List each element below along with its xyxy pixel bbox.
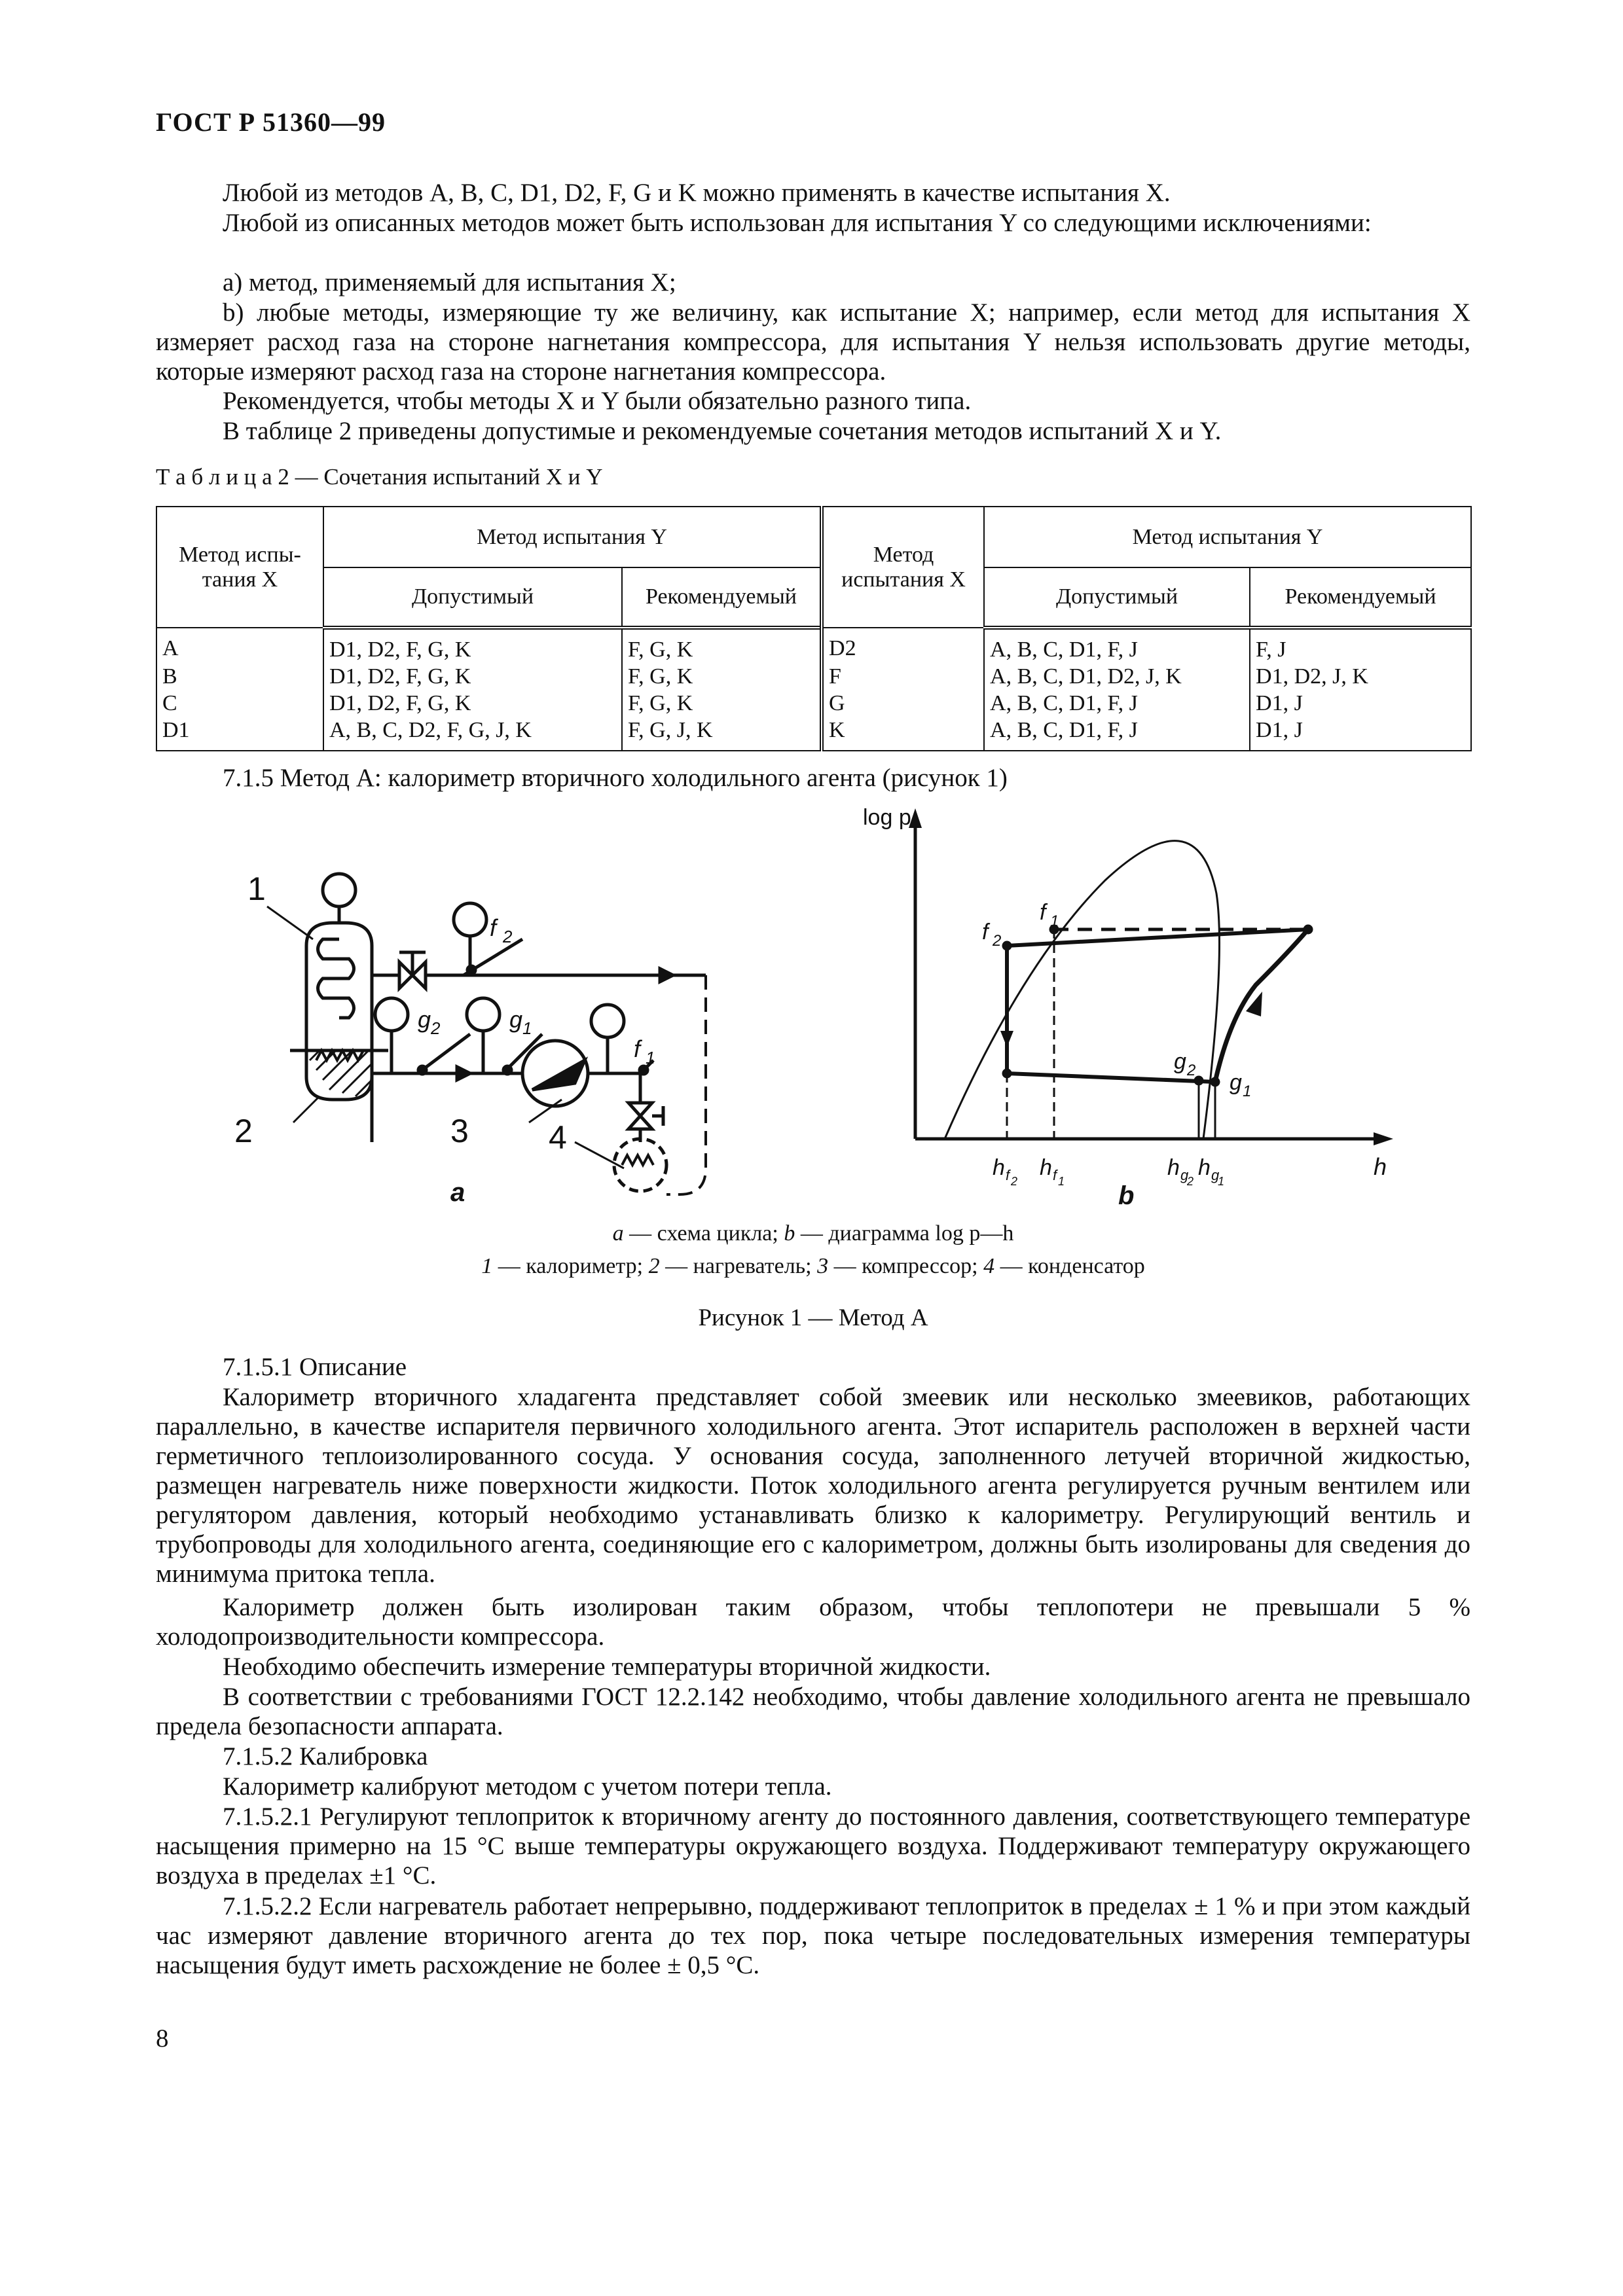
header-method-x-left: Метод испытания X: [156, 507, 323, 628]
paragraph-7-1-5-2-1: 7.1.5.2.1 Регулируют теплоприток к вторичному агенту до постоянного давления, соответствующего температуре насыщения примерно на 15 °C выше температуры окружающего воздуха. Поддерживают температуру окружающего воздуха в пределах ±1 °C.: [156, 1803, 1470, 1890]
pressure-gauge-icon: [591, 1005, 624, 1037]
cell-allowed: D1, D2, F, G, K: [323, 628, 622, 663]
label-hf1-subsub: 1: [1058, 1175, 1065, 1188]
paragraph-6: В таблице 2 приведены допустимые и рекомендуемые сочетания методов испытаний X и Y.: [223, 417, 1222, 445]
label-g2: g: [1174, 1049, 1186, 1074]
cell-recommended: F, G, K: [622, 628, 822, 663]
expansion-valve-icon: [629, 1103, 652, 1129]
label-hf2-subsub: 2: [1011, 1175, 1018, 1188]
pressure-gauge-icon: [323, 874, 356, 906]
cell-allowed: A, B, C, D1, F, J: [984, 717, 1250, 751]
page-number: 8: [156, 2024, 169, 2053]
table-row: [156, 690, 1471, 717]
paragraph-temperature: Необходимо обеспечить измерение температуры вторичной жидкости.: [223, 1653, 991, 1681]
label-g2-sub: 2: [431, 1018, 441, 1038]
figure-legend: [156, 1254, 1470, 1279]
label-g1: g: [1230, 1070, 1242, 1095]
paragraph-calibration: Калориметр калибруют методом с учетом потери тепла.: [223, 1772, 832, 1801]
label-hg1-sub: g: [1211, 1167, 1220, 1183]
label-hf2-sub: f: [1006, 1167, 1010, 1183]
paragraph-description: Калориметр вторичного хладагента представляет собой змеевик или несколько змеевиков, работающих параллельно, в качестве испарителя первичного холодильного агента. Этот испаритель расположен в верхней части герметичного теплоизолированного сосуда. У основания сосуда, заполненного летучей вторичной жидкостью, размещен нагреватель ниже поверхности жидкости. Поток холодильного агента регулируется ручным вентилем или регулятором давления, который необходимо устанавливать близко к калориметру. Регулирующий вентиль и трубопроводы для холодильного агента, соединяющие его с калориметром, должны быть изолированы для сведения до минимума притока тепла.: [156, 1383, 1470, 1588]
cell-allowed: A, B, C, D1, D2, J, K: [984, 663, 1250, 690]
cell-recommended: F, G, K: [622, 690, 822, 717]
figure-title: Рисунок 1 — Метод A: [698, 1304, 928, 1331]
label-f1: f: [1040, 900, 1046, 925]
caption-b-text: — диаграмма log p—h: [795, 1221, 1014, 1246]
label-hg1: h: [1198, 1155, 1211, 1180]
table-row: [156, 663, 1471, 690]
pressure-gauge-icon: [454, 903, 486, 936]
legend-text: — нагреватель;: [659, 1254, 818, 1278]
combinations-table: [156, 506, 1472, 751]
paragraph-4: b) любые методы, измеряющие ту же величину, как испытание X; например, если метод для испытания X измеряет расход газа на стороне нагнетания компрессора, для испытания Y нельзя использовать другие методы, которые измеряют расход газа на стороне нагнетания компрессора.: [156, 298, 1470, 386]
label-hg2: h: [1167, 1155, 1180, 1180]
cell-x: K: [822, 717, 984, 751]
document-header: ГОСТ Р 51360—99: [156, 107, 386, 137]
cell-x: F: [822, 663, 984, 690]
y-axis-label: log p: [863, 805, 911, 830]
flow-arrow-icon: [660, 969, 673, 982]
legend-num: 4: [983, 1254, 995, 1278]
cell-allowed: A, B, C, D2, F, G, J, K: [323, 717, 622, 751]
label-f2-sub: 2: [503, 927, 513, 946]
cell-allowed: A, B, C, D1, F, J: [984, 690, 1250, 717]
header-method-y-right: Метод испытания Y: [984, 507, 1471, 567]
evaporator-coil: [318, 939, 354, 1018]
label-f1: f: [634, 1035, 641, 1062]
label-g2-sub: 2: [1187, 1062, 1196, 1079]
pressure-gauge-icon: [375, 998, 408, 1031]
cell-x: A: [156, 628, 323, 663]
cell-x: B: [156, 663, 323, 690]
legend-num: 3: [817, 1254, 829, 1278]
sub-b-label: b: [1118, 1181, 1135, 1210]
point-f2: [1002, 941, 1012, 950]
label-g1-sub: 1: [522, 1018, 532, 1038]
header-recommended-right: Рекомендуемый: [1250, 567, 1471, 628]
point-discharge: [1304, 925, 1313, 934]
section-title: 7.1.5 Метод A: калориметр вторичного холодильного агента (рисунок 1): [223, 764, 1008, 792]
cell-recommended: D1, D2, J, K: [1250, 663, 1471, 690]
legend-text: — компрессор;: [828, 1254, 984, 1278]
header-method-x-right: Метод испытания X: [822, 507, 984, 628]
paragraph-2: Любой из описанных методов может быть использован для испытания Y со следующими исключениями:: [223, 209, 1372, 237]
saturation-dome: [945, 841, 1220, 1139]
cell-recommended: F, G, J, K: [622, 717, 822, 751]
cell-x: G: [822, 690, 984, 717]
cell-allowed: D1, D2, F, G, K: [323, 663, 622, 690]
label-hf2: h: [993, 1155, 1005, 1180]
label-4: 4: [549, 1119, 567, 1156]
cycle-compression-line: [1215, 929, 1308, 1082]
cell-x: D2: [822, 628, 984, 663]
label-f2-sub: 2: [993, 932, 1002, 950]
diagram-labels: [863, 805, 1387, 1210]
paragraph-3: a) метод, применяемый для испытания X;: [223, 268, 676, 296]
legend-text: — конденсатор: [994, 1254, 1145, 1278]
header-allowed-right: Допустимый: [984, 567, 1250, 628]
label-g1-sub: 1: [1243, 1083, 1252, 1100]
label-f1-sub: 1: [646, 1048, 655, 1067]
pressure-gauge-icon: [467, 998, 500, 1031]
point-g1: [1211, 1077, 1220, 1086]
cycle-scheme: [267, 874, 706, 1194]
label-hg2-sub: g: [1180, 1167, 1189, 1183]
label-f2: f: [982, 920, 989, 944]
cycle-evaporation-line: [1007, 1073, 1215, 1082]
label-f2: f: [490, 914, 497, 941]
table-row: [156, 628, 1471, 663]
label-f1-sub: 1: [1050, 912, 1059, 930]
figure-method-a: [156, 802, 1400, 1221]
subsection-title-description: 7.1.5.1 Описание: [223, 1353, 407, 1381]
paragraph-safety: В соответствии с требованиями ГОСТ 12.2.142 необходимо, чтобы давление холодильного агента не превышало предела безопасности аппарата.: [156, 1683, 1470, 1740]
x-axis-label: h: [1374, 1153, 1387, 1180]
caption-a-text: — схема цикла;: [623, 1221, 784, 1246]
table-row: [156, 717, 1471, 751]
paragraph-1: Любой из методов A, B, C, D1, D2, F, G и K можно применять в качестве испытания X.: [223, 179, 1171, 207]
caption-a: a: [612, 1221, 624, 1246]
cell-x: D1: [156, 717, 323, 751]
subsection-title-calibration: 7.1.5.2 Калибровка: [223, 1742, 428, 1770]
header-recommended-left: Рекомендуемый: [622, 567, 822, 628]
scheme-point-labels: [418, 914, 655, 1207]
paragraph-5: Рекомендуется, чтобы методы X и Y были обязательно разного типа.: [223, 387, 972, 415]
cell-recommended: D1, J: [1250, 717, 1471, 751]
legend-num: 2: [648, 1254, 660, 1278]
label-1: 1: [247, 870, 266, 907]
cell-allowed: A, B, C, D1, F, J: [984, 628, 1250, 663]
label-3: 3: [450, 1113, 469, 1149]
label-hf1: h: [1040, 1155, 1052, 1180]
sub-a-label: a: [450, 1178, 465, 1207]
paragraph-insulation: Калориметр должен быть изолирован таким образом, чтобы теплопотери не превышали 5 % холодопроизводительности компрессора.: [156, 1593, 1470, 1651]
header-allowed-left: Допустимый: [323, 567, 622, 628]
label-hg1-subsub: 1: [1218, 1175, 1225, 1188]
logph-diagram: [909, 808, 1393, 1145]
label-2: 2: [234, 1113, 253, 1149]
cell-allowed: D1, D2, F, G, K: [323, 690, 622, 717]
legend-num: 1: [481, 1254, 493, 1278]
paragraph-7-1-5-2-2: 7.1.5.2.2 Если нагреватель работает непрерывно, поддерживают теплоприток в пределах ± 1 % и при этом каждый час измеряют давление вторичного агента до тех пор, пока четыре последовательных измерения температуры насыщения будут иметь расхождение не более ± 0,5 °C.: [156, 1892, 1470, 1979]
point-inlet: [1002, 1069, 1012, 1078]
legend-text: — калориметр;: [492, 1254, 649, 1278]
caption-b: b: [784, 1221, 795, 1246]
table-caption: Т а б л и ц а 2 — Сочетания испытаний X и Y: [156, 464, 603, 490]
cell-recommended: F, J: [1250, 628, 1471, 663]
label-hg2-subsub: 2: [1187, 1175, 1194, 1188]
cell-recommended: D1, J: [1250, 690, 1471, 717]
figure-caption-parts: [156, 1221, 1470, 1246]
cell-recommended: F, G, K: [622, 663, 822, 690]
label-g1: g: [509, 1006, 523, 1033]
label-hf1-sub: f: [1053, 1167, 1057, 1183]
label-g2: g: [418, 1006, 431, 1033]
header-method-y-left: Метод испытания Y: [323, 507, 822, 567]
cell-x: C: [156, 690, 323, 717]
